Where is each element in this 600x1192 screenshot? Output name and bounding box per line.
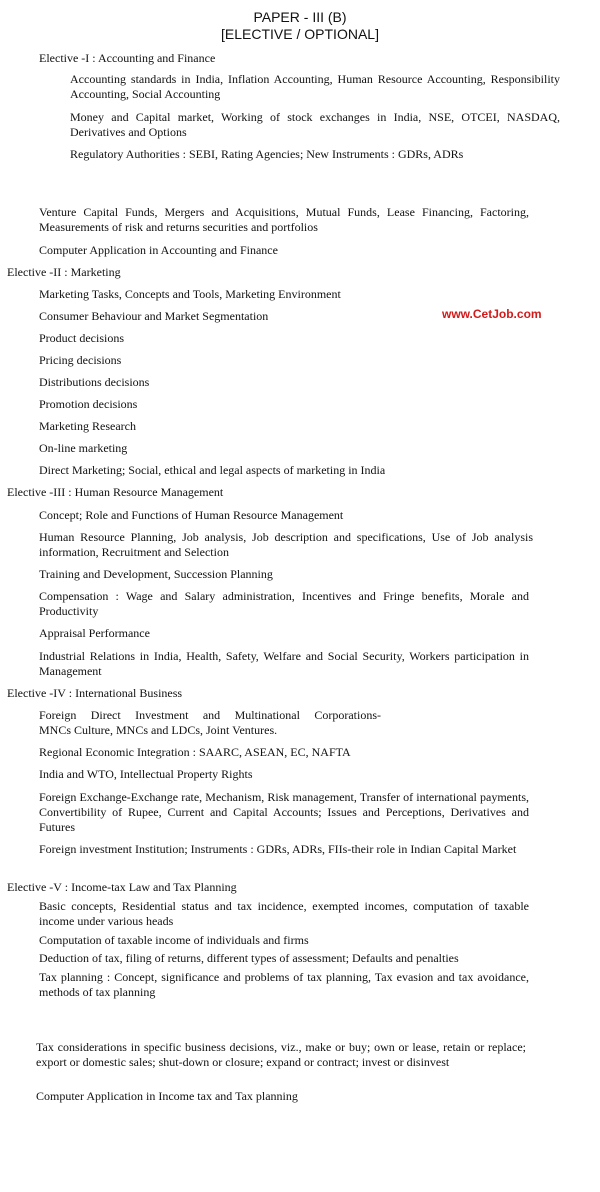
elective-2-item-9: Direct Marketing; Social, ethical and legal aspects of marketing in India <box>39 463 386 477</box>
elective-2-item-2: Consumer Behaviour and Market Segmentation <box>39 309 269 323</box>
elective-2-item-8: On-line marketing <box>39 441 128 455</box>
elective-1-item-5: Computer Application in Accounting and Finance <box>39 243 278 257</box>
elective-3-item-4: Compensation : Wage and Salary administration, Incentives and Fringe benefits, Morale and Productivity <box>39 589 529 618</box>
elective-2-item-6: Promotion decisions <box>39 397 138 411</box>
watermark-link[interactable]: www.CetJob.com <box>442 307 542 321</box>
elective-4-item-5: Foreign investment Institution; Instruments : GDRs, ADRs, FIIs-their role in Indian Capital Market <box>39 842 517 856</box>
elective-5-item-5: Tax considerations in specific business decisions, viz., make or buy; own or lease, retain or replace; export or domestic sales; shut-down or closure; expand or contract; invest or disinvest <box>36 1040 526 1069</box>
elective-5-item-2: Computation of taxable income of individuals and firms <box>39 933 309 947</box>
elective-5-item-6: Computer Application in Income tax and Tax planning <box>36 1089 298 1103</box>
elective-4-item-4: Foreign Exchange-Exchange rate, Mechanism, Risk management, Transfer of international payments, Convertibility of Rupee, Current and Capital Accounts; Issues and Perceptions, Derivatives and Futures <box>39 790 529 834</box>
elective-1-item-3: Regulatory Authorities : SEBI, Rating Agencies; New Instruments : GDRs, ADRs <box>70 147 464 161</box>
elective-4-item-2: Regional Economic Integration : SAARC, ASEAN, EC, NAFTA <box>39 745 351 759</box>
elective-3-item-6: Industrial Relations in India, Health, Safety, Welfare and Social Security, Workers participation in Management <box>39 649 529 678</box>
elective-3-heading: Elective -III : Human Resource Management <box>7 485 224 499</box>
elective-5-item-3: Deduction of tax, filing of returns, different types of assessment; Defaults and penalties <box>39 951 459 965</box>
elective-3-item-1: Concept; Role and Functions of Human Resource Management <box>39 508 344 522</box>
elective-4-item-1 <box>39 708 381 738</box>
elective-2-item-3: Product decisions <box>39 331 124 345</box>
elective-1-item-1: Accounting standards in India, Inflation Accounting, Human Resource Accounting, Responsibility Accounting, Social Accounting <box>70 72 560 101</box>
page-subtitle: [ELECTIVE / OPTIONAL] <box>221 26 379 42</box>
elective-1-item-4: Venture Capital Funds, Mergers and Acquisitions, Mutual Funds, Lease Financing, Factoring, Measurements of risk and returns securities and portfolios <box>39 205 529 234</box>
elective-2-item-7: Marketing Research <box>39 419 136 433</box>
elective-4-item-1-line-2: MNCs Culture, MNCs and LDCs, Joint Ventures. <box>39 723 278 737</box>
elective-4-item-1-line-1: Foreign Direct Investment and Multinational Corporations- <box>39 708 381 722</box>
elective-5-heading: Elective -V : Income-tax Law and Tax Planning <box>7 880 237 894</box>
elective-2-item-4: Pricing decisions <box>39 353 122 367</box>
elective-4-heading: Elective -IV : International Business <box>7 686 183 700</box>
elective-3-item-3: Training and Development, Succession Planning <box>39 567 273 581</box>
elective-3-item-2: Human Resource Planning, Job analysis, Job description and specifications, Use of Job analysis information, Recruitment and Selection <box>39 530 533 559</box>
page-title: PAPER - III (B) <box>253 9 347 25</box>
elective-2-item-1: Marketing Tasks, Concepts and Tools, Marketing Environment <box>39 287 341 301</box>
elective-5-item-1: Basic concepts, Residential status and tax incidence, exempted incomes, computation of taxable income under various heads <box>39 899 529 928</box>
elective-5-item-4: Tax planning : Concept, significance and problems of tax planning, Tax evasion and tax avoidance, methods of tax planning <box>39 970 529 999</box>
elective-1-item-2: Money and Capital market, Working of stock exchanges in India, NSE, OTCEI, NASDAQ, Derivatives and Options <box>70 110 560 139</box>
elective-2-heading: Elective -II : Marketing <box>7 265 121 279</box>
elective-1-heading: Elective -I : Accounting and Finance <box>39 51 216 65</box>
elective-4-item-3: India and WTO, Intellectual Property Rights <box>39 767 253 781</box>
elective-3-item-5: Appraisal Performance <box>39 626 150 640</box>
elective-2-item-5: Distributions decisions <box>39 375 150 389</box>
